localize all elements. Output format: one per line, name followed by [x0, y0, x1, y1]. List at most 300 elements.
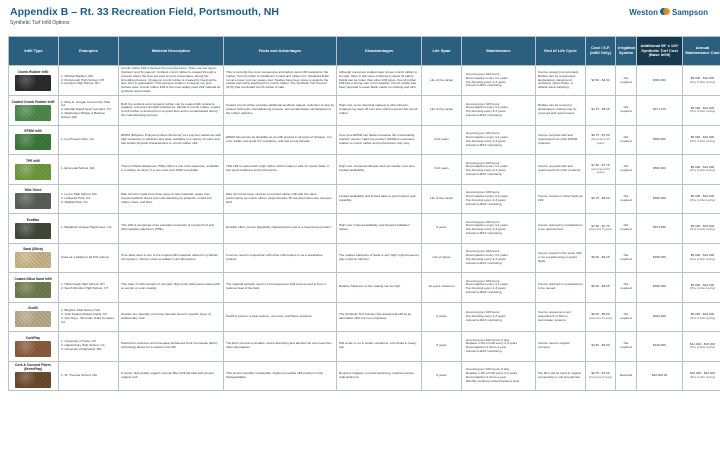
additional-cost-cell	[637, 155, 683, 185]
description-cell-text: This infill is comprised of an extruded composite of recycled turf and thermoplastic elastomer (TPE).	[121, 223, 215, 232]
cost-cell	[586, 66, 616, 96]
infill-sample-image	[9, 96, 59, 126]
irrigation-cell	[616, 155, 637, 185]
disadvantages-cell-text: Will erode or rot in wetter conditions; cork floats in heavy rain.	[339, 341, 417, 350]
page-title: Appendix B – Rt. 33 Recreation Field, Portsmouth, NH	[10, 6, 279, 18]
additional-cost-cell	[637, 214, 683, 244]
additional-cost-cell-text: $468,000	[653, 254, 666, 259]
logo-ampersand-mark	[660, 7, 670, 17]
maintenance-cell	[462, 184, 536, 214]
additional-cost-cell-text: $468,000	[653, 284, 666, 289]
irrigation-cell	[616, 184, 637, 214]
facts-cell	[224, 361, 337, 391]
cost-cell	[586, 214, 616, 244]
table-row	[9, 361, 720, 391]
company-logo	[629, 7, 708, 17]
header	[10, 6, 279, 26]
page-subtitle: Synthetic Turf Infill Options	[10, 20, 70, 26]
facts-cell	[224, 96, 337, 126]
facts-cell-text: EcoMax offers proven playability characteristics and is a closed-loop product.	[226, 225, 332, 230]
annual-cost-note: (Plus G-Max testing)	[689, 109, 716, 114]
irrigation-cell-text: Not required	[620, 223, 632, 232]
annual-cost-cell-text: $5,000 - $10,000	[690, 282, 715, 287]
annual-cost-cell-text: $5,000 - $10,000	[690, 135, 715, 140]
cost-cell-text: $7.50 - $7.75	[591, 162, 610, 167]
description-cell	[119, 66, 224, 96]
additional-cost-cell-text: $40,000.00	[651, 372, 668, 377]
life-span-cell	[422, 155, 462, 185]
annual-cost-note: (Plus G-Max testing)	[689, 315, 716, 320]
annual-cost-cell-text: $5,000 - $10,000	[690, 223, 715, 228]
life-span-cell	[422, 214, 462, 244]
maintenance-cell	[462, 302, 536, 332]
col-header: Disadvantages	[337, 37, 422, 66]
infill-sample-image	[9, 184, 59, 214]
description-cell	[119, 302, 224, 332]
disadvantages-cell-text: The relative hardness of Sand is very high; high-frequency play could be harmful.	[339, 252, 419, 261]
irrigation-cell	[616, 361, 637, 391]
disadvantages-cell	[337, 302, 422, 332]
col-header: Infill Type	[9, 37, 59, 66]
examples-cell-text: 1. Harborough High School, NH 2. South Windsor High School, CT	[61, 282, 109, 291]
life-span-cell-text: Life of the carpet	[429, 77, 454, 82]
annual-cost-note: (Plus G-Max testing)	[689, 197, 716, 202]
cost-cell-text: $6.75 - $7.00	[591, 133, 610, 138]
life-span-cell	[422, 273, 462, 303]
infill-swatch	[15, 341, 51, 357]
cost-note: (Assumes 8 years)	[588, 227, 613, 232]
col-header: Facts and Advantages	[224, 37, 337, 66]
examples-cell	[59, 66, 119, 96]
infill-type-label: EPDM Infill	[24, 129, 42, 134]
infill-sample-image	[9, 125, 59, 155]
cost-cell	[586, 302, 616, 332]
cost-note: (Assumes 8 years)	[588, 374, 613, 379]
maintenance-cell-text: · Grooming per 100 hours · Decompaction every 3-4 years · Top dressing every 2-3 years · Annual G-MAX monitoring	[464, 278, 508, 295]
logo-mark-left: Weston	[629, 7, 658, 17]
facts-cell	[224, 184, 337, 214]
maintenance-cell-text: · Grooming per 100 hours · Decompaction every 3-4 years · Top dressing every 2-3 years · Annual G-MAX monitoring	[464, 249, 508, 265]
end-of-life-cell-text: Can be recycled with and repurposed into other EPDM products.	[538, 132, 578, 145]
infill-sample-image	[9, 332, 59, 362]
end-of-life-cell-text: Can be reused in the same infill or as a topdressing on grass fields.	[538, 250, 582, 263]
infill-sample-image	[9, 66, 59, 96]
additional-cost-cell	[637, 125, 683, 155]
additional-cost-cell-text: $471,475	[653, 107, 666, 112]
maintenance-cell-text: · Grooming per 100 hours · Top dressing every 2-3 years · Annual G-MAX monitoring	[464, 309, 506, 322]
infill-swatch	[15, 282, 51, 298]
disadvantages-cell	[337, 361, 422, 391]
disadvantages-cell	[337, 273, 422, 303]
maintenance-cell	[462, 332, 536, 362]
infill-swatch	[15, 311, 51, 327]
description-cell-text: Both the ambient and cryogenic rubber can be coated with colorants, sealants, and anti-microbial substances. Similar to crumb rubber, coated crumb rubber is derived from recycled tires and is encapsulated during the manufacturing process.	[121, 101, 220, 118]
table-row	[9, 66, 720, 96]
description-cell-text: A mixed, high quality organic coconut fiber infill blended with ground organic cork.	[121, 370, 214, 379]
additional-cost-cell-text: $483,000	[653, 313, 666, 318]
annual-cost-cell	[683, 214, 720, 244]
facts-cell	[224, 332, 337, 362]
maintenance-cell	[462, 155, 536, 185]
disadvantages-cell-text: Over time EPDM can harden because the cross-linking reaction used to make the product. EPDM is expensive relative to crumb rubber and performance may vary.	[339, 132, 415, 145]
infill-sample-image	[9, 214, 59, 244]
annual-cost-cell	[683, 273, 720, 303]
life-span-cell	[422, 332, 462, 362]
end-of-life-cell	[536, 302, 586, 332]
description-cell	[119, 96, 224, 126]
additional-cost-cell	[637, 273, 683, 303]
examples-cell	[59, 273, 119, 303]
irrigation-cell	[616, 66, 637, 96]
life-span-cell-text: Life of the carpet	[429, 107, 454, 112]
maintenance-cell	[462, 214, 536, 244]
irrigation-cell-text: Not required	[620, 282, 632, 291]
annual-cost-cell-text: $5,000 - $10,000	[690, 312, 715, 317]
examples-cell-text: 1. Los Pinetos Park, CA	[61, 136, 94, 141]
cost-cell-text: $4.75 - $5.25	[591, 107, 610, 112]
cost-cell	[586, 184, 616, 214]
facts-cell-text: This is currently the most inexpensive and widely used infill material on the market. Crumb rubber is installed in a sand and rubber mix. Standard fields run at a lower cost per square foot. Studies have been done to analyze the metals and toxins leaching from crumb rubber. The Synthetic Turf Council (STC) has concluded crumb rubber is safe.	[226, 69, 329, 90]
disadvantages-cell-text: Relative hardness of the coating can be high.	[339, 284, 401, 289]
infill-type-label: Zeofill	[28, 306, 38, 311]
infill-sample-image	[9, 302, 59, 332]
maintenance-cell	[462, 273, 536, 303]
end-of-life-cell-text: Can be returned to manufacturer to be reprocessed.	[538, 223, 583, 232]
infill-type-label: Coated Crumb Rubber Infill	[11, 99, 55, 104]
annual-cost-cell	[683, 184, 720, 214]
irrigation-cell	[616, 125, 637, 155]
table-row	[9, 96, 720, 126]
facts-cell-text: Nike Grind has been used as a recycled rubber infill with the same performance as crumb rubber. Approximately 25 recycled shoes are used per field.	[226, 191, 332, 204]
infill-swatch	[15, 252, 51, 268]
disadvantages-cell-text: High cost; some chemical makeup is still unknown. Coating may wear off over time which exposes the crumb rubber.	[339, 103, 418, 116]
life-span-cell	[422, 184, 462, 214]
irrigation-cell-text: Not required	[620, 164, 632, 173]
examples-cell	[59, 332, 119, 362]
facts-cell-text: TPE infill is coated with virgin rubber which makes it safe for sports fields. It has good resilience and performance.	[226, 164, 329, 173]
annual-cost-note: (Plus G-Max testing)	[689, 286, 716, 291]
infill-swatch	[15, 372, 51, 388]
infill-sample-image	[9, 361, 59, 391]
end-of-life-cell-text: Can be returned to manufacturer to be reused.	[538, 282, 583, 291]
infill-swatch	[15, 105, 51, 121]
cost-cell-text: $5.75 - $6.00	[591, 195, 610, 200]
table-row	[9, 155, 720, 185]
additional-cost-cell-text: $440,000	[653, 343, 666, 348]
description-cell-text: EPDM (Ethylene Propylene Diene Monomer) is a polymer elastomer with high resistance to abrasion and wear. Available in a variety of colors and has similar physical characteristics to crumb rubber infill.	[121, 132, 221, 145]
examples-cell-text: 1. Mary E. Gregan Community Park, CA 2. Randall Island Sport Complex, NY 3. Washington Bridge & Barbour School, MA	[61, 99, 112, 120]
disadvantages-cell-text: Although numerous studies have proven crumb rubber to be safe, there is still some controversy about its safety. Fields can be hotter than other infill types. Crumb rubber infill has a strong odor in hot weather. Crumb rubber has been reported to leave black marks on clothing and skin.	[339, 69, 418, 90]
disadvantages-cell-text: The Synthetic Turf industry has adopted Zeofill as an alternative infill; but not completely.	[339, 311, 412, 320]
description-cell-text: Zeolites are naturally occurring minerals found in specific types of sedimentary rock.	[121, 311, 211, 320]
table-row	[9, 302, 720, 332]
additional-cost-cell-text: $384,000	[653, 77, 666, 82]
examples-cell	[59, 155, 119, 185]
additional-cost-cell	[637, 96, 683, 126]
examples-cell	[59, 96, 119, 126]
disadvantages-cell	[337, 125, 422, 155]
irrigation-cell-text: Not required	[620, 311, 632, 320]
infill-type-label: Coated Silica Sand Infill	[14, 276, 52, 281]
disadvantages-cell	[337, 66, 422, 96]
examples-cell-text: 1. Badlands College Playhouses, CA	[61, 225, 112, 230]
annual-cost-cell-text: $5,000 - $10,000	[690, 253, 715, 258]
life-span-cell	[422, 243, 462, 273]
infill-swatch	[15, 75, 51, 91]
annual-cost-note: (Plus G-Max testing)	[689, 256, 716, 261]
annual-cost-cell	[683, 66, 720, 96]
irrigation-cell-text: Not required	[620, 252, 632, 261]
irrigation-cell-text: Not required	[620, 193, 632, 202]
annual-cost-cell-text: $5,000 - $10,000	[690, 105, 715, 110]
description-cell-text: Thermo Plastic Elastomer (TPE) infill is a non-toxic elastomer, available in a variety of colors. It is non-toxic and 100% recyclable.	[121, 164, 219, 173]
description-cell	[119, 155, 224, 185]
end-of-life-cell	[536, 125, 586, 155]
life-span-cell-text: 8 years	[436, 225, 447, 230]
additional-cost-cell	[637, 243, 683, 273]
table-row	[9, 332, 720, 362]
annual-cost-cell-text: $12,000 - $15,000	[689, 341, 716, 346]
life-span-cell	[422, 302, 462, 332]
irrigation-cell-text: Not required	[620, 75, 632, 84]
examples-cell-text: 1. Episcopal School, MA	[61, 166, 95, 171]
infill-type-label: CorkPlay	[25, 335, 41, 340]
annual-cost-cell	[683, 125, 720, 155]
end-of-life-cell	[536, 214, 586, 244]
disadvantages-cell-text: High cost, shortened lifespan and can harden over time. Limited availability.	[339, 164, 416, 173]
infill-sample-image	[9, 155, 59, 185]
cost-note: (Assumes 8 years)	[588, 315, 613, 320]
irrigation-cell-text: Not required	[620, 341, 632, 350]
end-of-life-cell-text: Top fiber will be used in organic composting or soil amendment.	[538, 370, 582, 379]
disadvantages-cell	[337, 96, 422, 126]
irrigation-cell	[616, 214, 637, 244]
examples-cell-text: 1. Lenox High School, MA 2. Lafayette Park, CA 3. Waldall Park, CA	[61, 191, 97, 204]
additional-cost-cell	[637, 302, 683, 332]
additional-cost-cell	[637, 184, 683, 214]
facts-cell-text: The material typically used in a homogeneous infill process and is inert; it reduces heat of the field.	[226, 282, 327, 291]
maintenance-cell-text: · Grooming per 100 hours · Decompaction every 3-4 years · Top dressing every 2-3 years · Annual G-MAX monitoring	[464, 160, 508, 177]
col-header: Additional 95' x 120' Synthetic Turf Cost (Base Infill)	[637, 37, 683, 66]
infill-swatch	[15, 193, 51, 209]
cost-cell	[586, 243, 616, 273]
cost-cell-text: $6.00 - $6.25	[591, 284, 610, 289]
annual-cost-note: (Plus G-Max testing)	[689, 374, 716, 379]
infill-swatch	[15, 134, 51, 150]
facts-cell	[224, 155, 337, 185]
annual-cost-cell-text: $5,000 - $10,000	[690, 75, 715, 80]
life-span-cell	[422, 66, 462, 96]
end-of-life-cell-text: Can be recycled with and repurposed into other products.	[538, 164, 581, 173]
end-of-life-cell	[536, 273, 586, 303]
cost-cell-text: $6.75 - $7.00	[591, 371, 610, 376]
col-header: Cost / S.F. (Infill Only)	[586, 37, 616, 66]
maintenance-cell-text: · Grooming per 100 hours of play · Replace 1-3% of infill every 2-3 years · Decompaction 2 times a year · Monthly moisture content below a level	[464, 367, 520, 383]
additional-cost-cell	[637, 361, 683, 391]
infill-swatch	[15, 164, 51, 180]
life-span-cell	[422, 96, 462, 126]
life-span-cell-text: 8 years	[436, 343, 447, 348]
description-cell-text: Crumb rubber infill is derived from recycled tires. There are two types: 'Ambient' and 'Cryogenic'. Ambient crumb rubber is created through a process where the tires are kept at room temperature during the shredding process. Cryogenic crumb rubber is created by freezing the tires prior to granulation. This process results in a cleaner cut, less surface area. Crumb rubber infill is the most widely used infill material for synthetic sports fields.	[121, 66, 221, 94]
facts-cell-text: Zeofill is porous, a heat reducer, non-toxic, and flame-resistant.	[226, 313, 313, 318]
table-row	[9, 214, 720, 244]
facts-cell	[224, 302, 337, 332]
cost-cell	[586, 273, 616, 303]
end-of-life-cell	[536, 243, 586, 273]
additional-cost-cell-text: $573,550	[653, 225, 666, 230]
cost-note: (Assumes 6-10 years)	[591, 166, 610, 175]
disadvantages-cell-text: Limited availability and limited data on performance and durability.	[339, 193, 416, 202]
life-span-cell-text: Life of carpet	[432, 254, 451, 259]
cost-cell-text: $3.50 - $4.00	[591, 77, 610, 82]
maintenance-cell	[462, 96, 536, 126]
description-cell	[119, 243, 224, 273]
life-span-cell	[422, 361, 462, 391]
cost-cell	[586, 332, 616, 362]
maintenance-cell-text: · Grooming per 100 hours · Decompaction every 3-4 years · Top dressing every 2-3 years · Annual G-MAX monitoring	[464, 101, 508, 118]
examples-cell	[59, 302, 119, 332]
cost-cell	[586, 96, 616, 126]
end-of-life-cell-text: Rubber can be reused or landscaped; coating may be removed and reprocessed.	[538, 103, 577, 116]
annual-cost-cell	[683, 155, 720, 185]
end-of-life-cell-text: Can be reused on other fields as infill.	[538, 193, 583, 202]
cost-cell-text: $6.00 - $6.25	[591, 254, 610, 259]
irrigation-cell	[616, 302, 637, 332]
disadvantages-cell	[337, 214, 422, 244]
maintenance-cell-text: · Grooming per 100 hours · Decompaction every 3-4 years · Top dressing every 2-3 years · Annual G-MAX monitoring	[464, 131, 508, 147]
examples-cell	[59, 243, 119, 273]
infill-type-label: EcoMax	[26, 217, 40, 222]
annual-cost-cell	[683, 332, 720, 362]
maintenance-cell	[462, 66, 536, 96]
examples-cell-text: 1. St. Thomas School, MA	[61, 372, 97, 377]
facts-cell	[224, 214, 337, 244]
facts-cell	[224, 66, 337, 96]
irrigation-cell	[616, 273, 637, 303]
infill-type-label: Sand (Silica)	[23, 247, 43, 252]
cost-cell	[586, 155, 616, 185]
end-of-life-cell	[536, 155, 586, 185]
examples-cell	[59, 125, 119, 155]
annual-cost-note: (Plus G-Max testing)	[689, 138, 716, 143]
maintenance-cell-text: · Grooming per 100 hours of play · Replace 1-3% of infill every 2-3 years · Decompaction 2 times a year · Annual G-MAX monitoring	[464, 337, 518, 354]
irrigation-cell	[616, 96, 637, 126]
logo-mark-right: Sampson	[671, 7, 708, 17]
end-of-life-cell	[536, 361, 586, 391]
infill-type-label: Nike Grind	[24, 188, 42, 193]
life-span-cell-text: 8 years	[436, 313, 447, 318]
cost-cell	[586, 125, 616, 155]
infill-options-table	[8, 36, 720, 391]
annual-cost-cell	[683, 96, 720, 126]
annual-cost-note: (Plus G-Max testing)	[689, 168, 716, 173]
annual-cost-cell	[683, 302, 720, 332]
table-row	[9, 184, 720, 214]
additional-cost-cell-text: $596,000	[653, 166, 666, 171]
irrigation-cell	[616, 332, 637, 362]
examples-cell-text: 1. Wildcat Stadium, MA 2. Portsmouth High School, NH 3. Amherst High School, NH	[61, 73, 104, 86]
additional-cost-cell-text: $568,000	[653, 136, 666, 141]
description-cell-text: Nike Grind is made from three types of raw materials: waste from recycled athletic shoes and manufacturing by-products, sorted into rubber, foam, and fiber.	[121, 191, 212, 204]
table-body	[9, 66, 720, 391]
end-of-life-cell	[536, 96, 586, 126]
annual-cost-cell	[683, 243, 720, 273]
disadvantages-cell	[337, 155, 422, 185]
annual-cost-cell-text: $10,000 - $12,000	[689, 371, 716, 376]
infill-sample-image	[9, 243, 59, 273]
cost-cell-text: $4.50 - $5.00	[591, 343, 610, 348]
end-of-life-cell-text: Can be reused as a soil amendment or filter in stormwater systems.	[538, 309, 571, 322]
cost-cell	[586, 361, 616, 391]
maintenance-cell-text: · Grooming per 100 hours · Decompaction every 3-4 years · Top dressing every 2-3 years · Annual G-MAX monitoring	[464, 219, 508, 236]
facts-cell	[224, 125, 337, 155]
facts-cell-text: Coated crumb rubber provides additional aesthetic appeal, reduction of dust by product during the manufacturing process, and encapsulates microplastics in the rubber particles.	[226, 103, 335, 116]
header-row	[9, 37, 720, 66]
life-span-cell-text: 8 years	[436, 372, 447, 377]
disadvantages-cell	[337, 184, 422, 214]
cost-note: (Assumes 6-10 years)	[591, 137, 610, 145]
col-header: Material Description	[119, 37, 224, 66]
life-span-cell	[422, 125, 462, 155]
end-of-life-cell	[536, 332, 586, 362]
annual-cost-cell	[683, 361, 720, 391]
disadvantages-cell	[337, 332, 422, 362]
maintenance-cell	[462, 361, 536, 391]
col-header: Life Span	[422, 37, 462, 66]
examples-cell	[59, 361, 119, 391]
life-span-cell-text: 6-10 years	[434, 136, 449, 141]
examples-cell	[59, 184, 119, 214]
infill-swatch	[15, 223, 51, 239]
maintenance-cell-text: · Grooming per 100 hours · Decompaction every 3-4 years · Top dressing every 2-3 years · Annual G-MAX monitoring	[464, 190, 508, 206]
table-row	[9, 243, 720, 273]
cost-cell-text: $7.50 - $7.75	[591, 223, 610, 228]
infill-type-label: Cork & Coconut Fibers (GreenPlay)	[15, 363, 51, 372]
life-span-cell-text: 6-10 years	[434, 166, 449, 171]
annual-cost-cell-text: $5,000 - $10,000	[690, 164, 715, 169]
maintenance-cell	[462, 243, 536, 273]
infill-type-label: TPE Infill	[25, 158, 41, 163]
col-header: End of Life Cycle	[536, 37, 586, 66]
annual-cost-note: (Plus G-Max testing)	[689, 227, 716, 232]
description-cell-text: Pure silica sand is one of the original infill materials utilized in synthetic turf systems. Sand is used as ballast in all infill options.	[121, 252, 218, 261]
examples-cell-text: 1. Brighton Park School, MA 2. John Paulus Athletic Fields, NY 3. Van Nuys - Sherman Oaks Complex, CA	[61, 308, 115, 324]
examples-cell-text: Used as a ballast in all infill options	[61, 254, 109, 259]
description-cell-text: PastCork's exclusive and innovative Enhanced Cork Composite (ECC) technology allows for a natural cork infill.	[121, 341, 218, 350]
maintenance-cell	[462, 125, 536, 155]
additional-cost-cell	[637, 332, 683, 362]
col-header: Maintenance	[462, 37, 536, 66]
end-of-life-cell-text: Can be used in organic compost.	[538, 341, 570, 350]
additional-cost-cell	[637, 66, 683, 96]
irrigation-cell	[616, 243, 637, 273]
end-of-life-cell	[536, 66, 586, 96]
maintenance-cell-text: · Grooming per 100 hours · Decompaction every 3-4 years · Top dressing every 2-3 years · Annual G-MAX monitoring	[464, 71, 508, 88]
examples-cell	[59, 214, 119, 244]
description-cell	[119, 361, 224, 391]
irrigation-cell-text: Not required	[620, 134, 632, 143]
facts-cell	[224, 273, 337, 303]
cost-cell-text: $6.25 - $6.50	[591, 312, 610, 317]
table-row	[9, 125, 720, 155]
examples-cell-text: 1. University of Tulsa, OK 2. Glastonbury High School, CA 3. University of Maryland, MD	[61, 339, 105, 352]
col-header: Annual Maintenance Cost	[683, 37, 720, 66]
life-span-cell-text: Life of the carpet	[429, 195, 454, 200]
table-row	[9, 273, 720, 303]
end-of-life-cell	[536, 184, 586, 214]
description-cell	[119, 273, 224, 303]
facts-cell-text: It can be used in conjunction with other infill options or as a standalone product.	[226, 252, 323, 261]
